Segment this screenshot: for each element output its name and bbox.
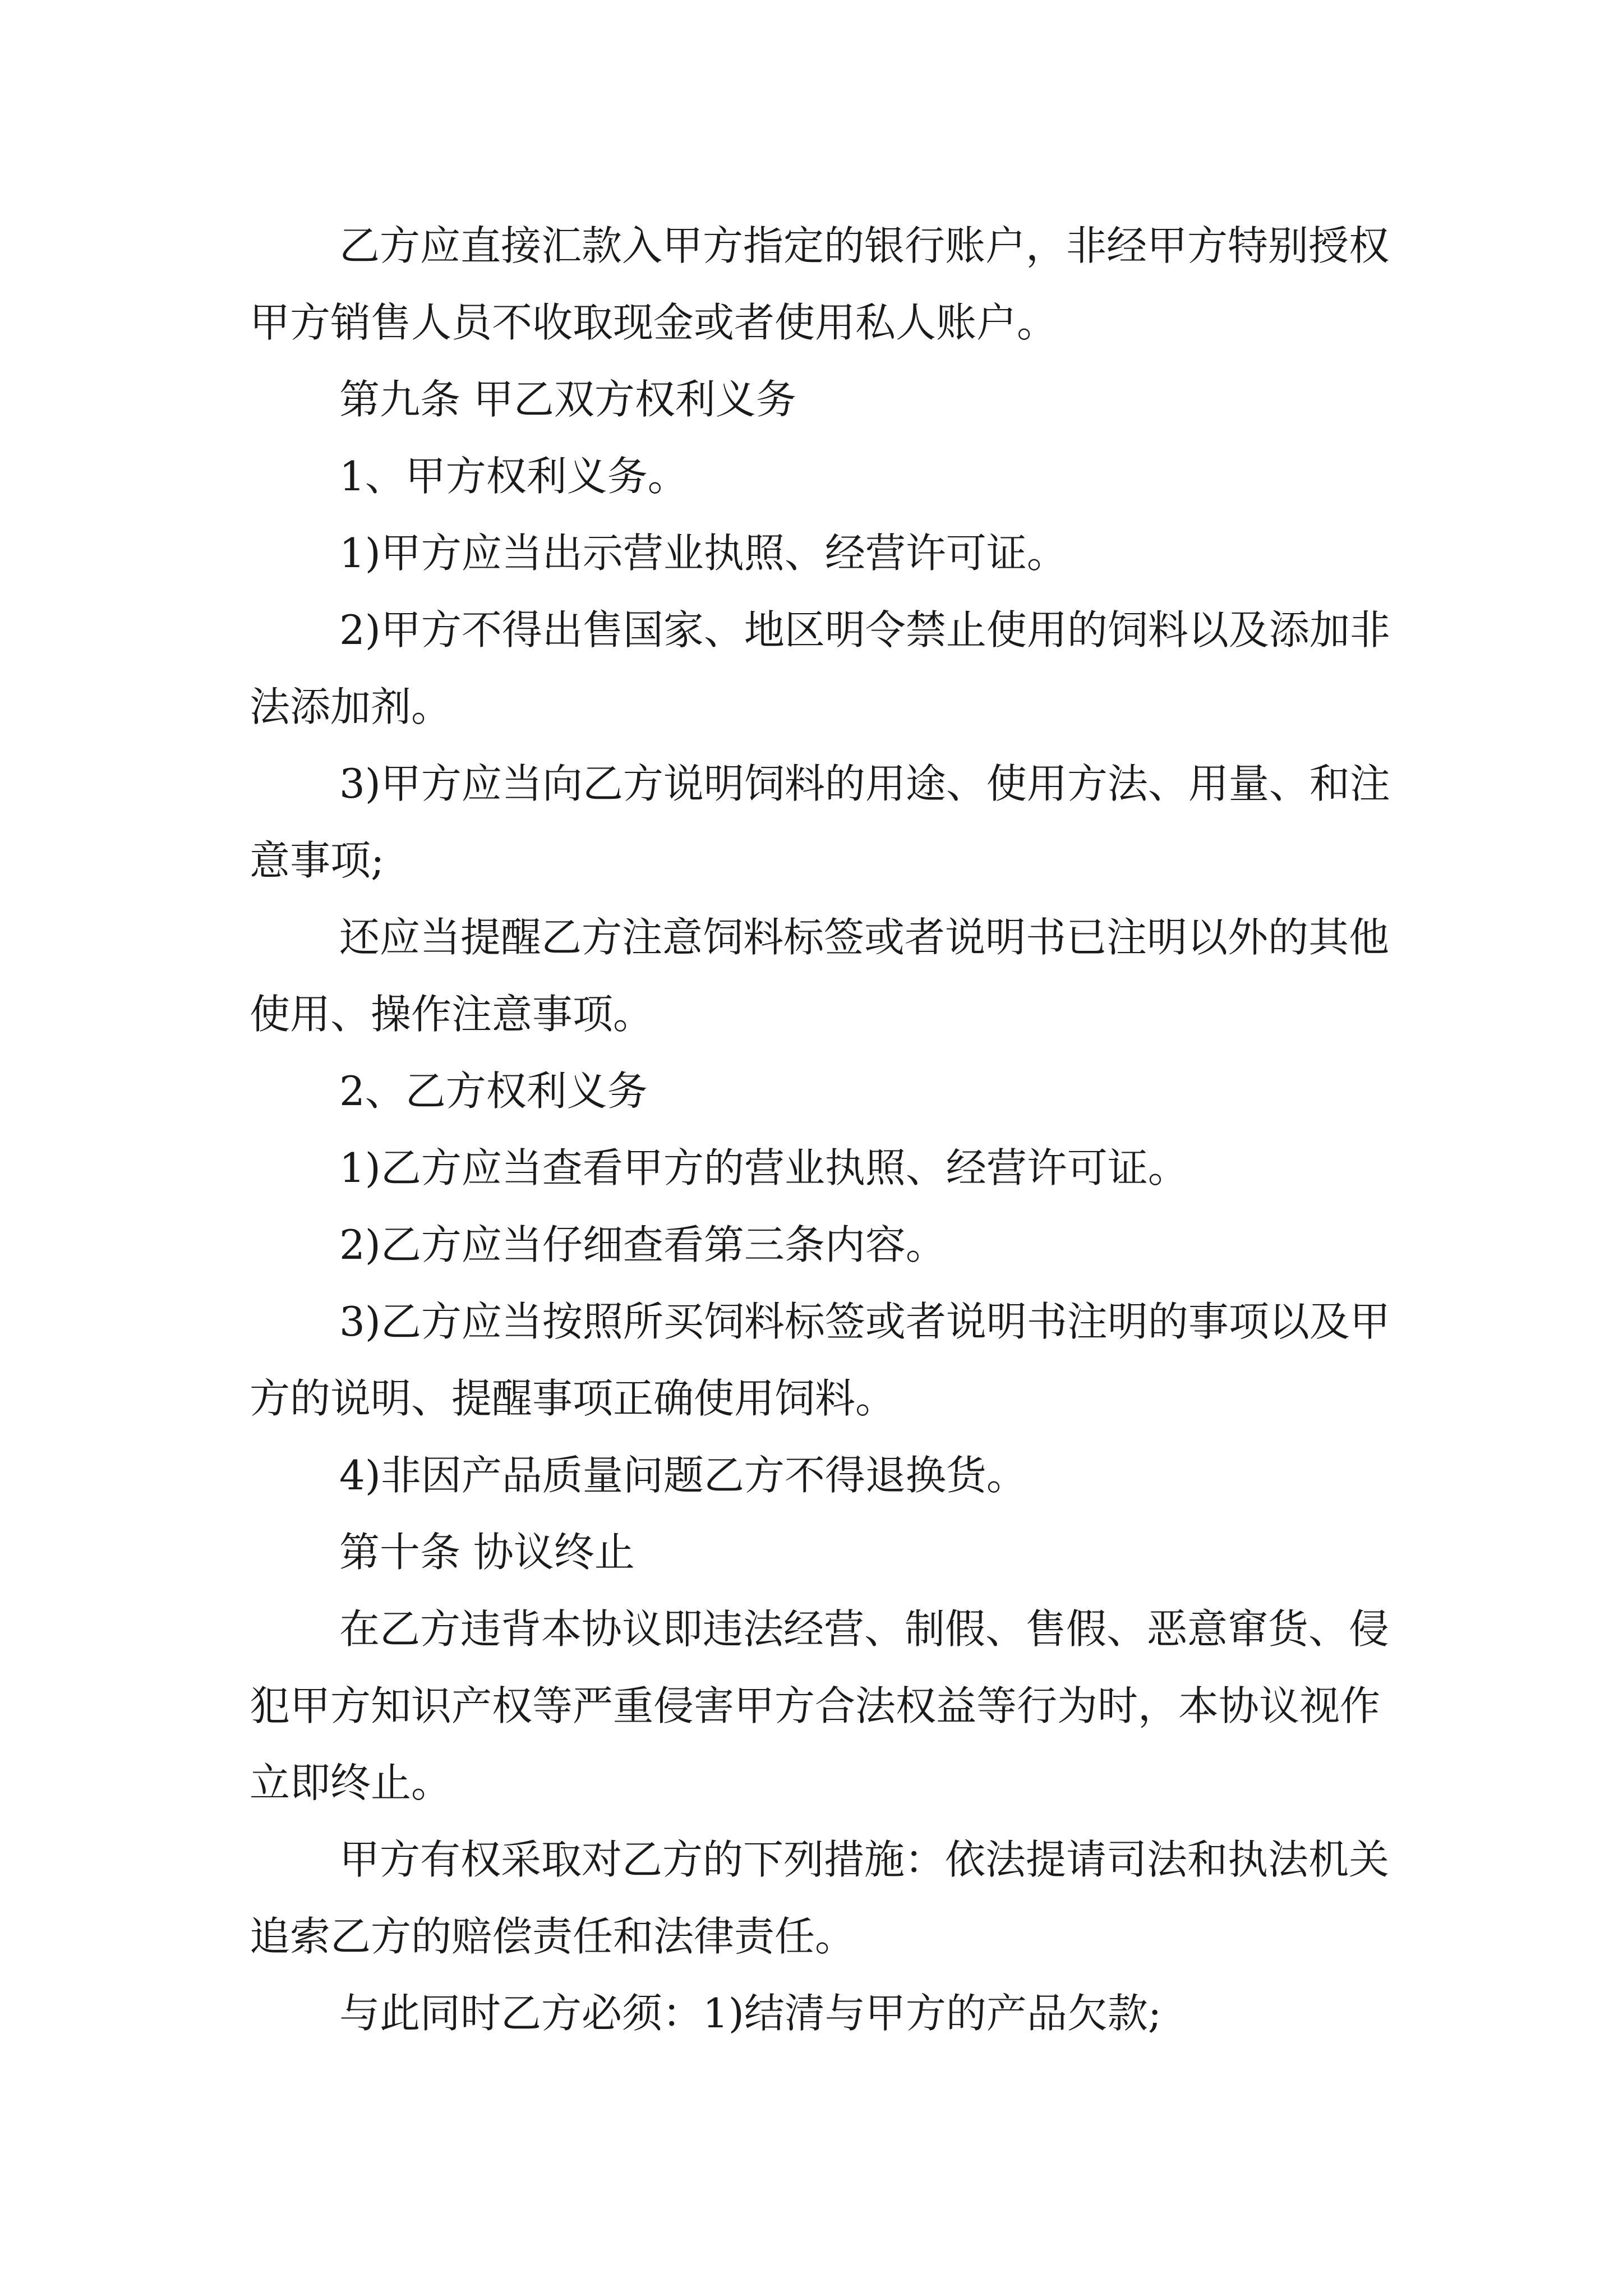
paragraph: 2)甲方不得出售国家、地区明令禁止使用的饲料以及添加非法添加剂。 — [250, 606, 1390, 730]
paragraph: 1)乙方应当查看甲方的营业执照、经营许可证。 — [339, 1144, 1188, 1191]
paragraph: 3)甲方应当向乙方说明饲料的用途、使用方法、用量、和注意事项; — [250, 760, 1390, 884]
paragraph: 3)乙方应当按照所买饲料标签或者说明书注明的事项以及甲方的说明、提醒事项正确使用饲料。 — [250, 1298, 1390, 1422]
paragraph: 与此同时乙方必须：1)结清与甲方的产品欠款; — [339, 1990, 1162, 2037]
paragraph: 2、乙方权利义务 — [339, 1068, 648, 1115]
section-heading: 第十条 协议终止 — [339, 1529, 635, 1576]
paragraph: 乙方应直接汇款入甲方指定的银行账户，非经甲方特别授权甲方销售人员不收取现金或者使用私人账户。 — [250, 222, 1390, 346]
paragraph: 2)乙方应当仔细查看第三条内容。 — [339, 1221, 946, 1268]
paragraph: 还应当提醒乙方注意饲料标签或者说明书已注明以外的其他使用、操作注意事项。 — [250, 914, 1390, 1038]
section-heading: 第九条 甲乙双方权利义务 — [339, 376, 796, 423]
paragraph: 4)非因产品质量问题乙方不得退换货。 — [339, 1452, 1027, 1499]
paragraph: 1、甲方权利义务。 — [339, 453, 688, 500]
paragraph: 在乙方违背本协议即违法经营、制假、售假、恶意窜货、侵犯甲方知识产权等严重侵害甲方合法权益等行为时，本协议视作立即终止。 — [250, 1605, 1390, 1806]
paragraph: 甲方有权采取对乙方的下列措施：依法提请司法和执法机关追索乙方的赔偿责任和法律责任。 — [250, 1836, 1390, 1960]
paragraph: 1)甲方应当出示营业执照、经营许可证。 — [339, 530, 1067, 577]
document-body — [250, 208, 1405, 2052]
